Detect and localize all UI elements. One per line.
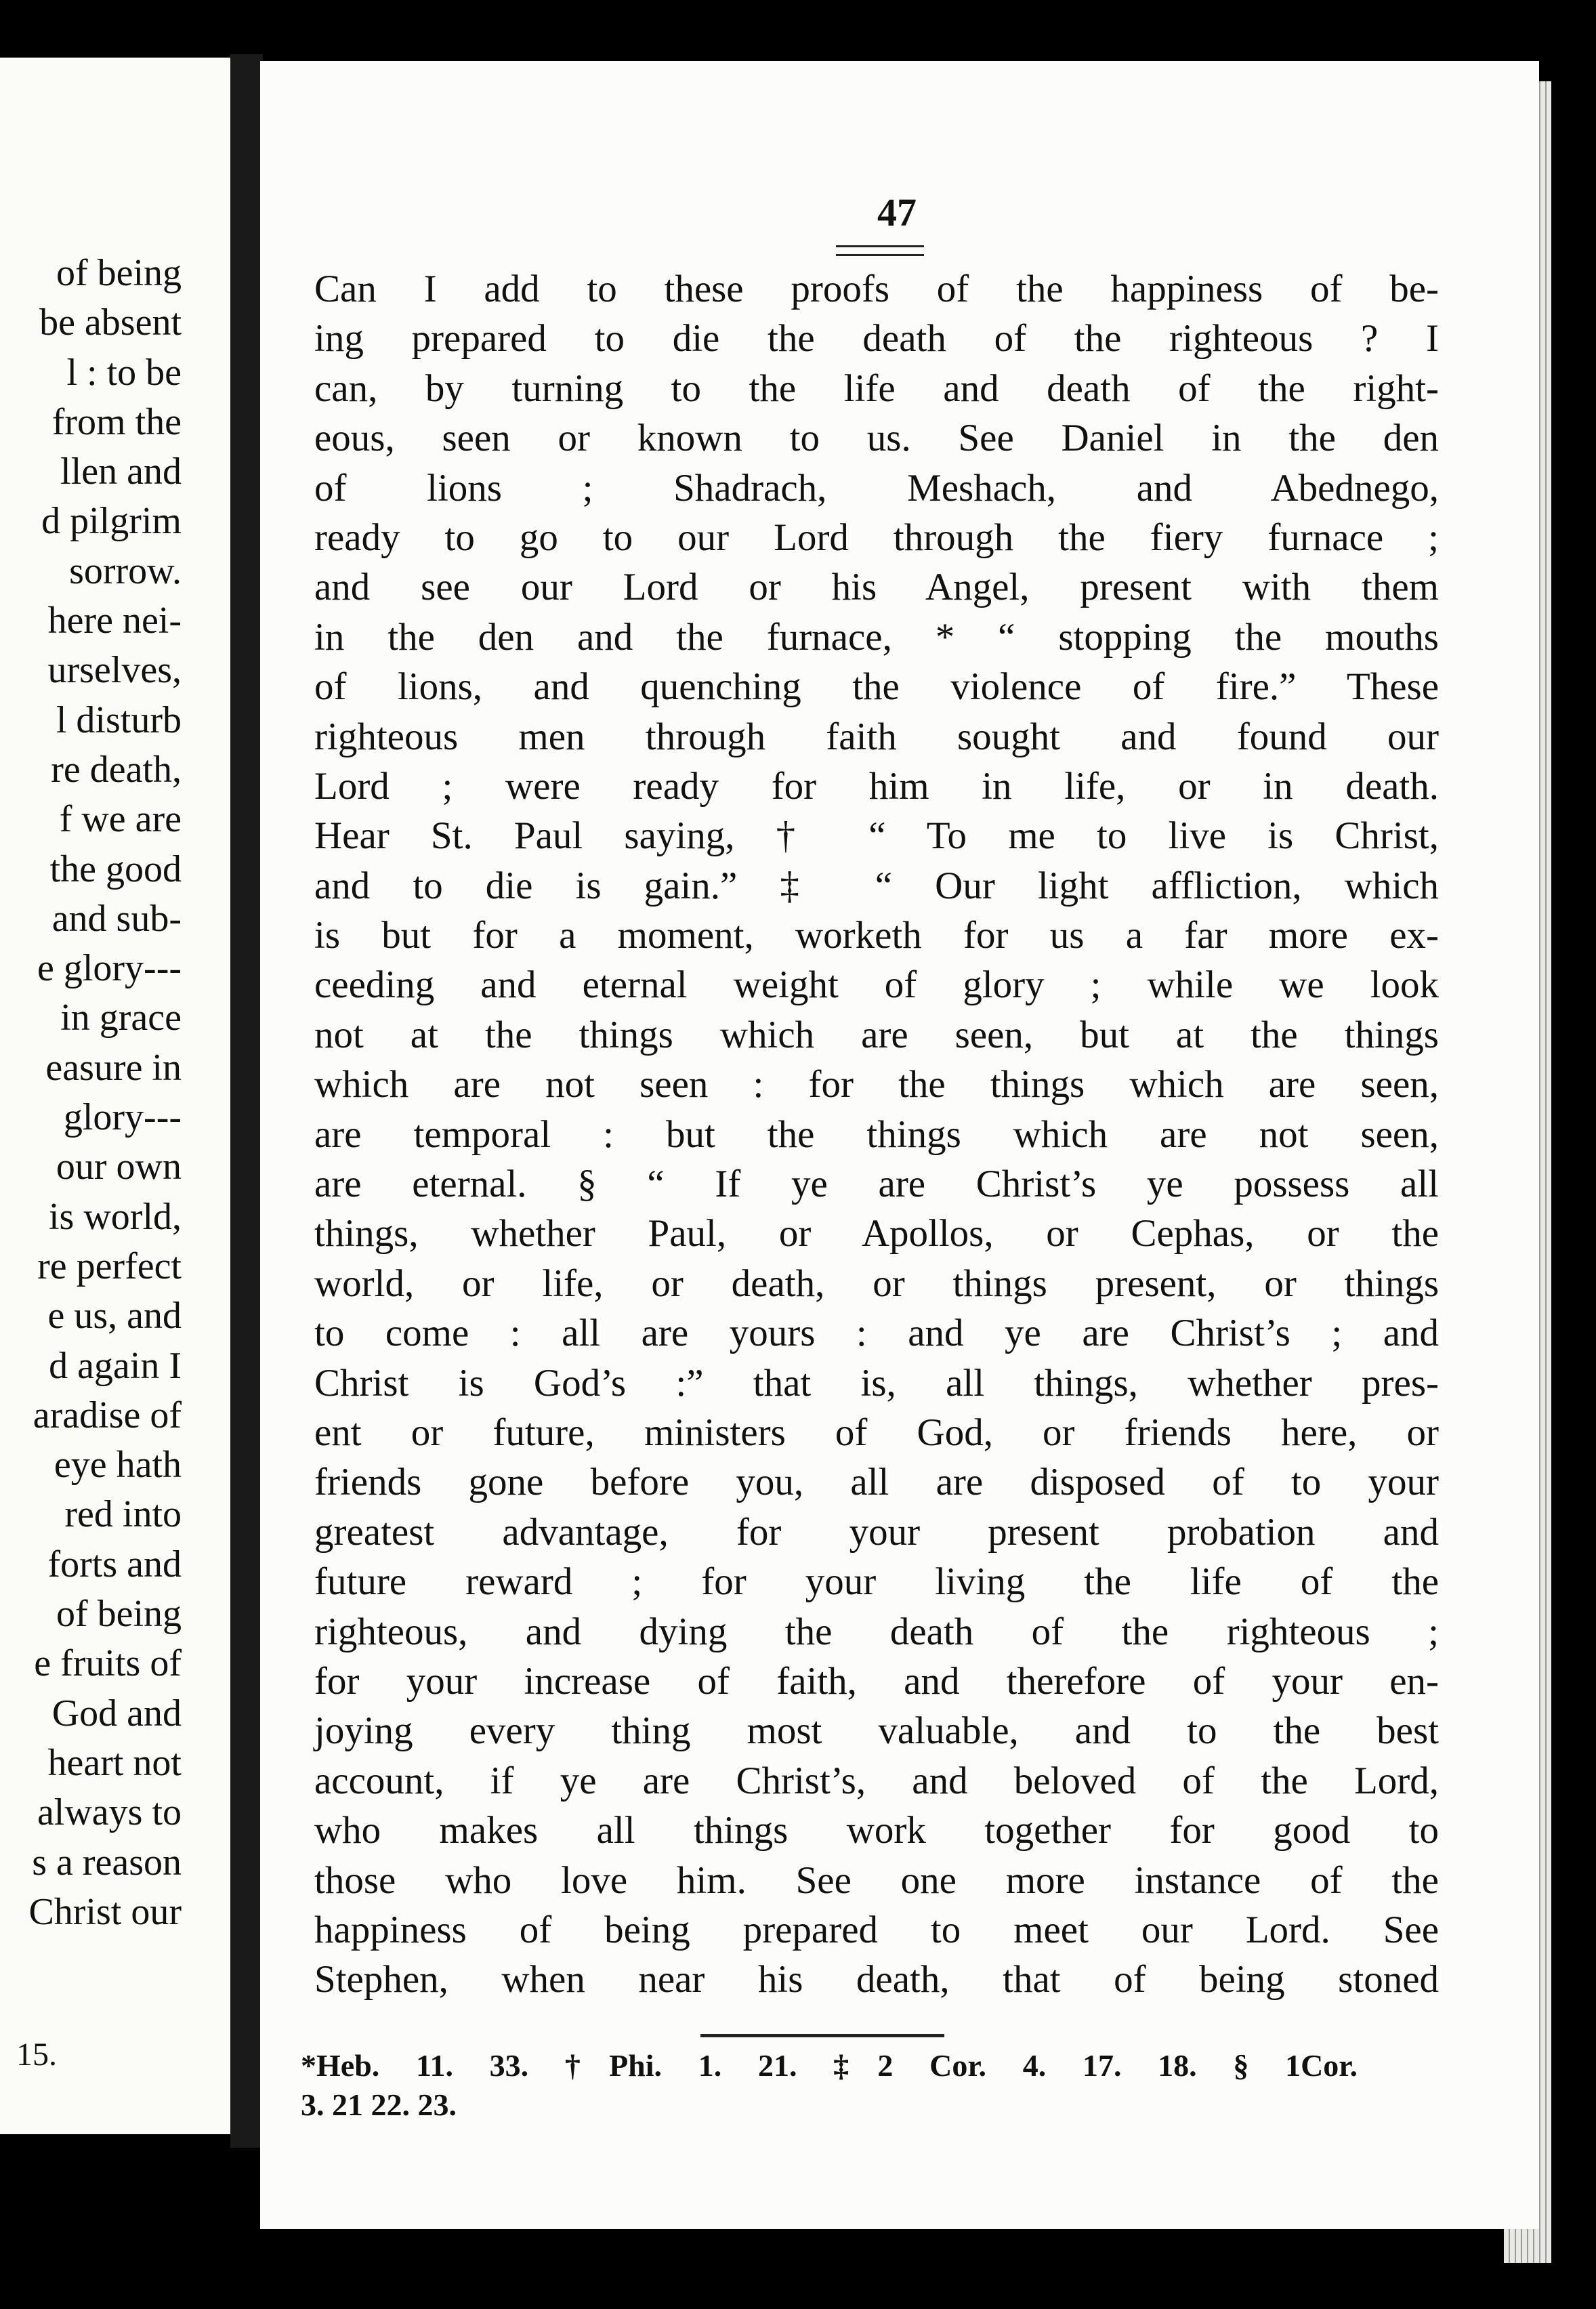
left-page-line: be absent — [39, 301, 182, 344]
left-page-line: Christ our — [28, 1890, 182, 1933]
footnote-line: 3. 21 22. 23. — [301, 2087, 457, 2122]
left-page-line: s a reason — [32, 1841, 182, 1884]
left-page-line: here nei- — [47, 600, 182, 642]
text-line: righteous men through faith sought and found our — [314, 715, 1439, 758]
left-page-line: sorrow. — [69, 549, 182, 592]
left-page-line: llen and — [60, 451, 182, 493]
left-page-line: l : to be — [66, 351, 182, 394]
right-page — [260, 61, 1539, 2229]
text-line: greatest advantage, for your present probation and — [314, 1510, 1439, 1554]
left-page-line: aradise of — [33, 1394, 182, 1436]
text-line: and see our Lord or his Angel, present with them — [314, 566, 1439, 609]
left-page-line: red into — [64, 1493, 182, 1536]
book-gutter — [230, 54, 263, 2148]
left-page-line: of being — [56, 1593, 182, 1636]
text-line: account, if ye are Christ’s, and beloved of the Lord, — [314, 1759, 1439, 1802]
text-line: friends gone before you, all are disposed of to your — [314, 1461, 1439, 1504]
text-line: things, whether Paul, or Apollos, or Cephas, or the — [314, 1212, 1439, 1255]
left-page-line: l disturb — [56, 699, 182, 741]
text-line: world, or life, or death, or things present, or things — [314, 1262, 1439, 1305]
footnote-line: *Heb. 11. 33. †Phi. 1. 21. ‡2 Cor. 4. 17. 18. § 1Cor. — [301, 2048, 1358, 2083]
left-page-line: urselves, — [47, 649, 182, 692]
text-line: are eternal. § “ If ye are Christ’s ye possess all — [314, 1163, 1439, 1206]
left-page-line: f we are — [59, 798, 182, 841]
text-line: joying every thing most valuable, and to the best — [314, 1709, 1439, 1753]
text-line: Can I add to these proofs of the happiness of be- — [314, 268, 1439, 310]
text-line: Christ is God’s :” that is, all things, whether pres- — [314, 1361, 1439, 1405]
page-number: 47 — [877, 190, 917, 234]
text-line: Lord ; were ready for him in life, or in death. — [314, 764, 1439, 808]
text-line: which are not seen : for the things which are seen, — [314, 1063, 1439, 1106]
left-page-line: re death, — [51, 748, 182, 791]
left-page-line: and sub- — [51, 897, 182, 940]
text-line: ready to go to our Lord through the fiery furnace ; — [314, 516, 1439, 559]
left-page — [0, 58, 244, 2134]
text-line: Hear St. Paul saying, † “ To me to live is Christ, — [314, 814, 1439, 858]
left-page-line: always to — [37, 1791, 182, 1834]
left-page-line: God and — [51, 1692, 182, 1734]
left-page-line: d pilgrim — [41, 500, 182, 543]
text-line: ent or future, ministers of God, or friends here, or — [314, 1411, 1439, 1454]
left-page-line: easure in — [45, 1046, 182, 1089]
left-page-line: d again I — [49, 1344, 182, 1387]
text-line: for your increase of faith, and therefore of your en- — [314, 1659, 1439, 1703]
text-line: is but for a moment, worketh for us a far more ex- — [314, 914, 1439, 957]
text-line: eous, seen or known to us. See Daniel in the den — [314, 417, 1439, 460]
text-line: Stephen, when near his death, that of being stoned — [314, 1958, 1439, 2001]
left-page-line: e us, and — [47, 1295, 182, 1337]
left-page-line: eye hath — [54, 1444, 182, 1486]
text-line: righteous, and dying the death of the righteous ; — [314, 1610, 1439, 1653]
text-line: in the den and the furnace, * “ stopping the mouths — [314, 615, 1439, 659]
left-page-line: heart not — [47, 1741, 182, 1784]
text-line: happiness of being prepared to meet our Lord. See — [314, 1908, 1439, 1951]
text-line: are temporal : but the things which are not seen, — [314, 1112, 1439, 1156]
text-line: of lions, and quenching the violence of fire.” These — [314, 665, 1439, 709]
left-page-line: re perfect — [37, 1245, 182, 1287]
text-line: not at the things which are seen, but at the things — [314, 1013, 1439, 1056]
left-page-line: from the — [51, 400, 182, 443]
footnotes — [301, 2046, 1358, 2125]
text-line: to come : all are yours : and ye are Christ’s ; and — [314, 1312, 1439, 1355]
left-page-line: forts and — [47, 1543, 182, 1585]
left-page-line: the good — [49, 848, 182, 890]
text-line: can, by turning to the life and death of the right- — [314, 367, 1439, 410]
body-text — [314, 264, 1439, 2005]
text-line: who makes all things work together for good to — [314, 1809, 1439, 1852]
left-page-line: our own — [56, 1146, 182, 1188]
left-page-line: glory--- — [63, 1096, 182, 1139]
page-number-rule — [836, 245, 924, 256]
footnote-rule — [700, 2034, 944, 2037]
left-page-line: e fruits of — [34, 1642, 182, 1685]
text-line: ing prepared to die the death of the righteous ? I — [314, 317, 1439, 360]
left-page-line: e glory--- — [37, 947, 182, 990]
text-line: and to die is gain.” ‡ “ Our light affliction, which — [314, 864, 1439, 907]
text-line: those who love him. See one more instance of the — [314, 1858, 1439, 1902]
left-page-footnote: 15. — [16, 2037, 57, 2073]
text-line: future reward ; for your living the life of the — [314, 1560, 1439, 1604]
text-line: ceeding and eternal weight of glory ; while we look — [314, 963, 1439, 1007]
left-page-text — [0, 249, 182, 1937]
text-line: of lions ; Shadrach, Meshach, and Abednego, — [314, 466, 1439, 509]
left-page-line: of being — [56, 252, 182, 294]
left-page-line: is world, — [49, 1195, 182, 1238]
left-page-line: in grace — [60, 997, 182, 1039]
